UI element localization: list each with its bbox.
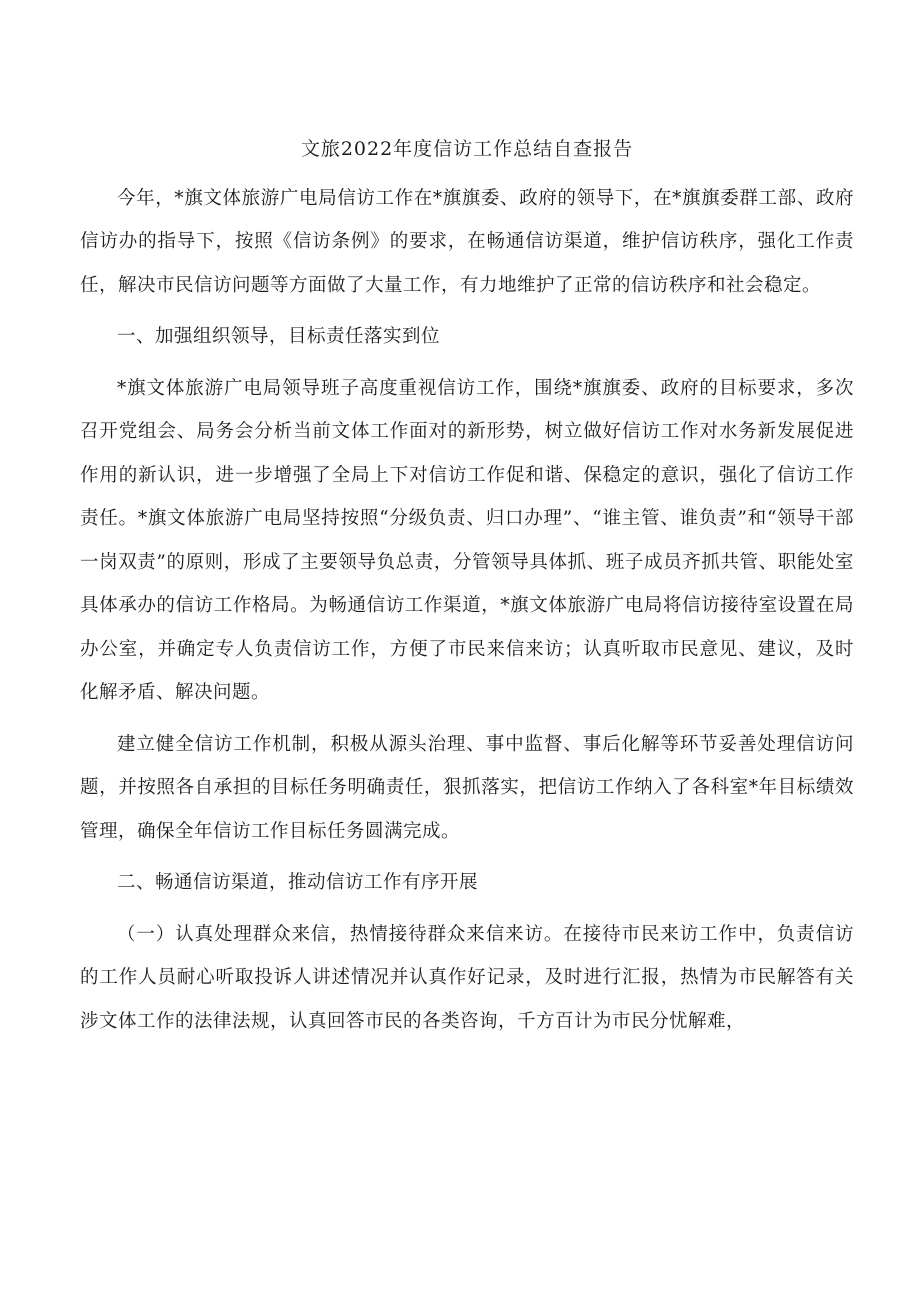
document-page xyxy=(80,128,854,1051)
intro-paragraph: 今年，*旗文体旅游广电局信访工作在*旗旗委、政府的领导下，在*旗旗委群工部、政府信访办的指导下，按照《信访条例》的要求，在畅通信访渠道，维护信访秩序，强化工作责任，解决市民信访问题等方面做了大量工作，有力地维护了正常的信访秩序和社会稳定。 xyxy=(80,187,854,296)
document-title: 文旅2022年度信访工作总结自查报告 xyxy=(300,138,634,160)
section-2-paragraph-1: （一）认真处理群众来信，热情接待群众来信来访。在接待市民来访工作中，负责信访的工作人员耐心听取投诉人讲述情况并认真作好记录，及时进行汇报，热情为市民解答有关涉文体工作的法律法规，认真回答市民的各类咨询，千方百计为市民分忧解难， xyxy=(80,923,854,1032)
section-heading-2: 二、畅通信访渠道，推动信访工作有序开展 xyxy=(117,872,479,893)
section-1-paragraph-1: *旗文体旅游广电局领导班子高度重视信访工作，围绕*旗旗委、政府的目标要求，多次召开党组会、局务会分析当前文体工作面对的新形势，树立做好信访工作对水务新发展促进作用的新认识，进一步增强了全局上下对信访工作促和谐、保稳定的意识，强化了信访工作责任。*旗文体旅游广电局坚持按照“分级负责、归口办理”、“谁主管、谁负责”和“领导干部一岗双责”的原则，形成了主要领导负总责，分管领导具体抓、班子成员齐抓共管、职能处室具体承办的信访工作格局。为畅通信访工作渠道，*旗文体旅游广电局将信访接待室设置在局办公室，并确定专人负责信访工作，方便了市民来信来访；认真听取市民意见、建议，及时化解矛盾、解决问题。 xyxy=(80,377,854,703)
section-1-paragraph-2: 建立健全信访工作机制，积极从源头治理、事中监督、事后化解等环节妥善处理信访问题，并按照各自承担的目标任务明确责任，狠抓落实，把信访工作纳入了各科室*年目标绩效管理，确保全年信访工作目标任务圆满完成。 xyxy=(80,733,854,842)
section-heading-1: 一、加强组织领导，目标责任落实到位 xyxy=(117,326,441,347)
